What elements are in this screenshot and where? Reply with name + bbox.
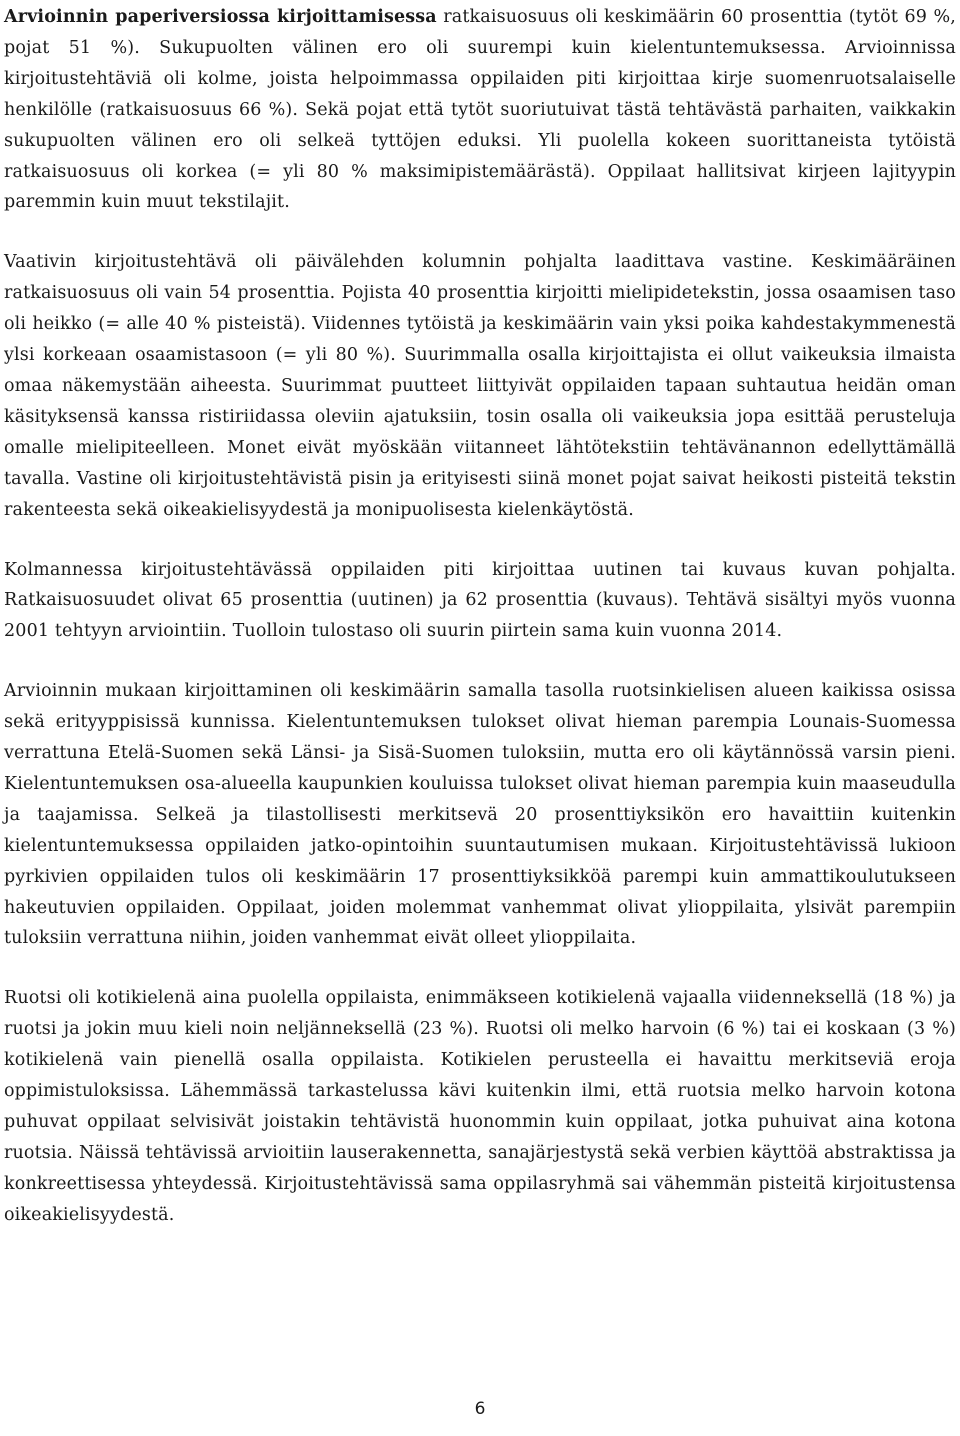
paragraph-lead-heading: Arvioinnin paperiversiossa kirjoittamisessa [4, 7, 437, 27]
paragraph-writing-paper-version [4, 2, 956, 218]
page-number: 6 [474, 1399, 486, 1419]
paragraph-text: ratkaisuosuus oli keskimäärin 60 prosenttia (tytöt 69 %, pojat 51 %). Sukupuolten välinen ero oli suurempi kuin kielentuntemuksessa. Arvioinnissa kirjoitustehtäviä oli kolme, joista helpoimmassa oppilaiden piti kirjoittaa kirje suomenruotsalaiselle henkilölle (ratkaisuosuus 66 %). Sekä pojat että tytöt suoriutuivat tästä tehtävästä parhaiten, vaikkakin sukupuolten välinen ero oli selkeä tyttöjen eduksi. Yli puolella kokeen suorittaneista tytöistä ratkaisuosuus oli korkea (= yli 80 % maksimipistemäärästä). Oppilaat hallitsivat kirjeen lajityypin paremmin kuin muut tekstilajit. [4, 7, 956, 213]
paragraph-home-language: Ruotsi oli kotikielenä aina puolella oppilaista, enimmäkseen kotikielenä vajaalla viidenneksellä (18 %) ja ruotsi ja jokin muu kieli noin neljänneksellä (23 %). Ruotsi oli melko harvoin (6 %) tai ei koskaan (3 %) kotikielenä vain pienellä osalla oppilaista. Kotikielen perusteella ei havaittu merkitseviä eroja oppimistuloksissa. Lähemmässä tarkastelussa kävi kuitenkin ilmi, että ruotsia melko harvoin kotona puhuvat oppilaat selvisivät joistakin tehtävistä huonommin kuin oppilaat, jotka puhuivat aina kotona ruotsia. Näissä tehtävissä arvioitiin lauserakennetta, sanajärjestystä sekä verbien käyttöä abstraktissa ja konkreettisessa yhteydessä. Kirjoitustehtävissä sama oppilasryhmä sai vähemmän pisteitä kirjoitustensa oikeakielisyydestä. [4, 988, 956, 1225]
paragraph-third-task: Kolmannessa kirjoitustehtävässä oppilaiden piti kirjoittaa uutinen tai kuvaus kuvan pohjalta. Ratkaisuosuudet olivat 65 prosenttia (uutinen) ja 62 prosenttia (kuvaus). Tehtävä sisältyi myös vuonna 2001 tehtyyn arviointiin. Tuolloin tulostaso oli suurin piirtein sama kuin vuonna 2014. [4, 559, 956, 642]
body-text [4, 2, 956, 1260]
paragraph-regional-results: Arvioinnin mukaan kirjoittaminen oli keskimäärin samalla tasolla ruotsinkielisen alueen kaikissa osissa sekä erityyppisissä kunnissa. Kielentuntemuksen tulokset olivat hieman parempia Lounais-Suomessa verrattuna Etelä-Suomen sekä Länsi- ja Sisä-Suomen tuloksiin, mutta ero oli käytännössä varsin pieni. Kielentuntemuksen osa-alueella kaupunkien kouluissa tulokset olivat hieman parempia kuin maaseudulla ja taajamissa. Selkeä ja tilastollisesti merkitsevä 20 prosenttiyksikön ero havaittiin kuitenkin kielentuntemuksessa oppilaiden jatko-opintoihin suuntautumisen mukaan. Kirjoitustehtävissä lukioon pyrkivien oppilaiden tulos oli keskimäärin 17 prosenttiyksikköä parempi kuin ammattikoulutukseen hakeutuvien oppilaiden. Oppilaat, joiden molemmat vanhemmat olivat ylioppilaita, ylsivät parempiin tuloksiin verrattuna niihin, joiden vanhemmat eivät olleet ylioppilaita. [4, 681, 956, 949]
paragraph-hardest-task: Vaativin kirjoitustehtävä oli päivälehden kolumnin pohjalta laadittava vastine. Keskimääräinen ratkaisuosuus oli vain 54 prosenttia. Pojista 40 prosenttia kirjoitti mielipidetekstin, jossa osaamisen taso oli heikko (= alle 40 % pisteistä). Viidennes tytöistä ja keskimäärin vain yksi poika kahdestakymmenestä ylsi korkeaan osaamistasoon (= yli 80 %). Suurimmalla osalla kirjoittajista ei ollut vaikeuksia ilmaista omaa näkemystään aiheesta. Suurimmat puutteet liittyivät oppilaiden tapaan suhtautua heidän oman käsityksensä kanssa ristiriidassa oleviin ajatuksiin, tosin osalla oli vaikeuksia jopa esittää perusteluja omalle mielipiteelleen. Monet eivät myöskään viitanneet lähtötekstiin tehtävänannon edellyttämällä tavalla. Vastine oli kirjoitustehtävistä pisin ja erityisesti siinä monet pojat saivat heikosti pisteitä tekstin rakenteesta sekä oikeakielisyydestä ja monipuolisesta kielenkäytöstä. [4, 252, 956, 520]
